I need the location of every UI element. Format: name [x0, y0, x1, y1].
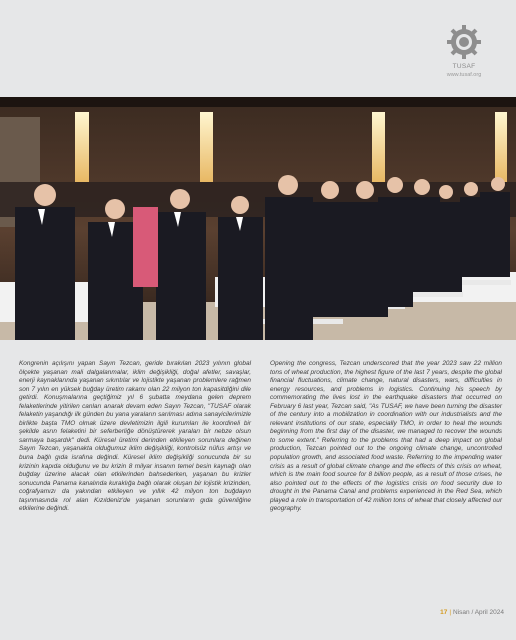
tusaf-gear-icon: [444, 22, 484, 62]
article-english-text: Opening the congress, Tezcan underscored that the year 2023 saw 22 million tons of wheat production, the highest figure of the last 7 years, despite the global financial fluctuations, climate change, natural disasters, wars, difficulties in energy resources, and problems in logistics. Continuing his speech by commemorating the lives lost in the earthquake disasters that occurred on February 6 last year, Tezcan said, "As TUSAF, we have been turning the disaster of the century into a mobilization in coordination with our industrialists and the relevant institutions of our state, especially TMO, in order to heal the wounds beginning from the first day of the disaster, we managed to recover the wounds to some extent." Referring to the problems that had a deep impact on global production, Tezcan pointed out to the ongoing climate change, uncontrolled population growth, and associated food waste. Referring to the impending water crisis as a result of global climate change and the effects of this crisis on wheat, which is the main food source for 8 billion people, as a result of those crises, he also pointed out to the effects of the logistics crisis on food security due to drought in the Panama Canal and problems experienced in the Red Sea, which played a role in transportation of 42 million tons of wheat that closely affected our geography.: [270, 360, 502, 513]
article-english-column: [270, 360, 502, 514]
article-turkish-text: Kongrenin açılışını yapan Sayın Tezcan, geride bırakılan 2023 yılının global ölçekte yaşanan mali dalgalanmalar, iklim değişikliği, doğal afetler, savaşlar, enerji kaynaklarında yaşanan sıkıntılar ve lojistikte yaşanan problemlere rağmen son 7 yılın en yüksek buğday üretim rakamı olan 22 milyon ton kapasitdiğini dile getirdi. Konuşmalarına geçtiğimiz yıl 6 şubatta meydana gelen deprem felaketlerinde yitirilen canları anarak devam eden Sayın Tezcan, "TUSAF olarak felaketin yaşandığı ilk günden bu yana yaraların sarılması adına sanayicilerimizle birlikte başta TMO olmak üzere devletimizin ilgili kurumları ile koordineli bir şekilde asrın felaketini bir seferberliğe dönüştürerek yaraları bir nebze olsun sarmaya başardık" dedi. Küresel üretimi derinden etkileyen sorunlara değinen Sayın Tezcan, yaşanakta olduğumuz iklim değişikliği, kontrolsüz nüfus artışı ve buna bağlı gıda israfına değindi. Küresel iklim değişikliği sonucunda bir su krizinin kapıda olduğunu ve bu krizin 8 milyar insanın temel besin kaynağı olan buğday üzerine alacak olan etkilerinden bahsederken, yaşanan bu krizler sonucunda Panama kanalında kuraklığa bağlı olarak oluşan bir lojistik krizinden, coğrafyamızı da yakından etkileyen ve yıllık 42 milyon ton buğdayın taşınmasında rol alan Kızıldeniz'de yaşanan sorunların gıda güvenliğine etkilerine değindi.: [19, 360, 251, 513]
article-turkish-column: [19, 360, 251, 514]
issue-date: Nisan / April 2024: [453, 609, 504, 616]
page-footer: [440, 609, 504, 616]
photo-event-icon: [0, 97, 516, 340]
footer-separator: |: [449, 609, 452, 616]
event-photo: [0, 97, 516, 340]
logo-name: TUSAF: [452, 63, 476, 70]
tusaf-logo: [424, 22, 504, 79]
page-number: 17: [440, 609, 448, 616]
logo-url: www.tusaf.org: [446, 72, 482, 78]
